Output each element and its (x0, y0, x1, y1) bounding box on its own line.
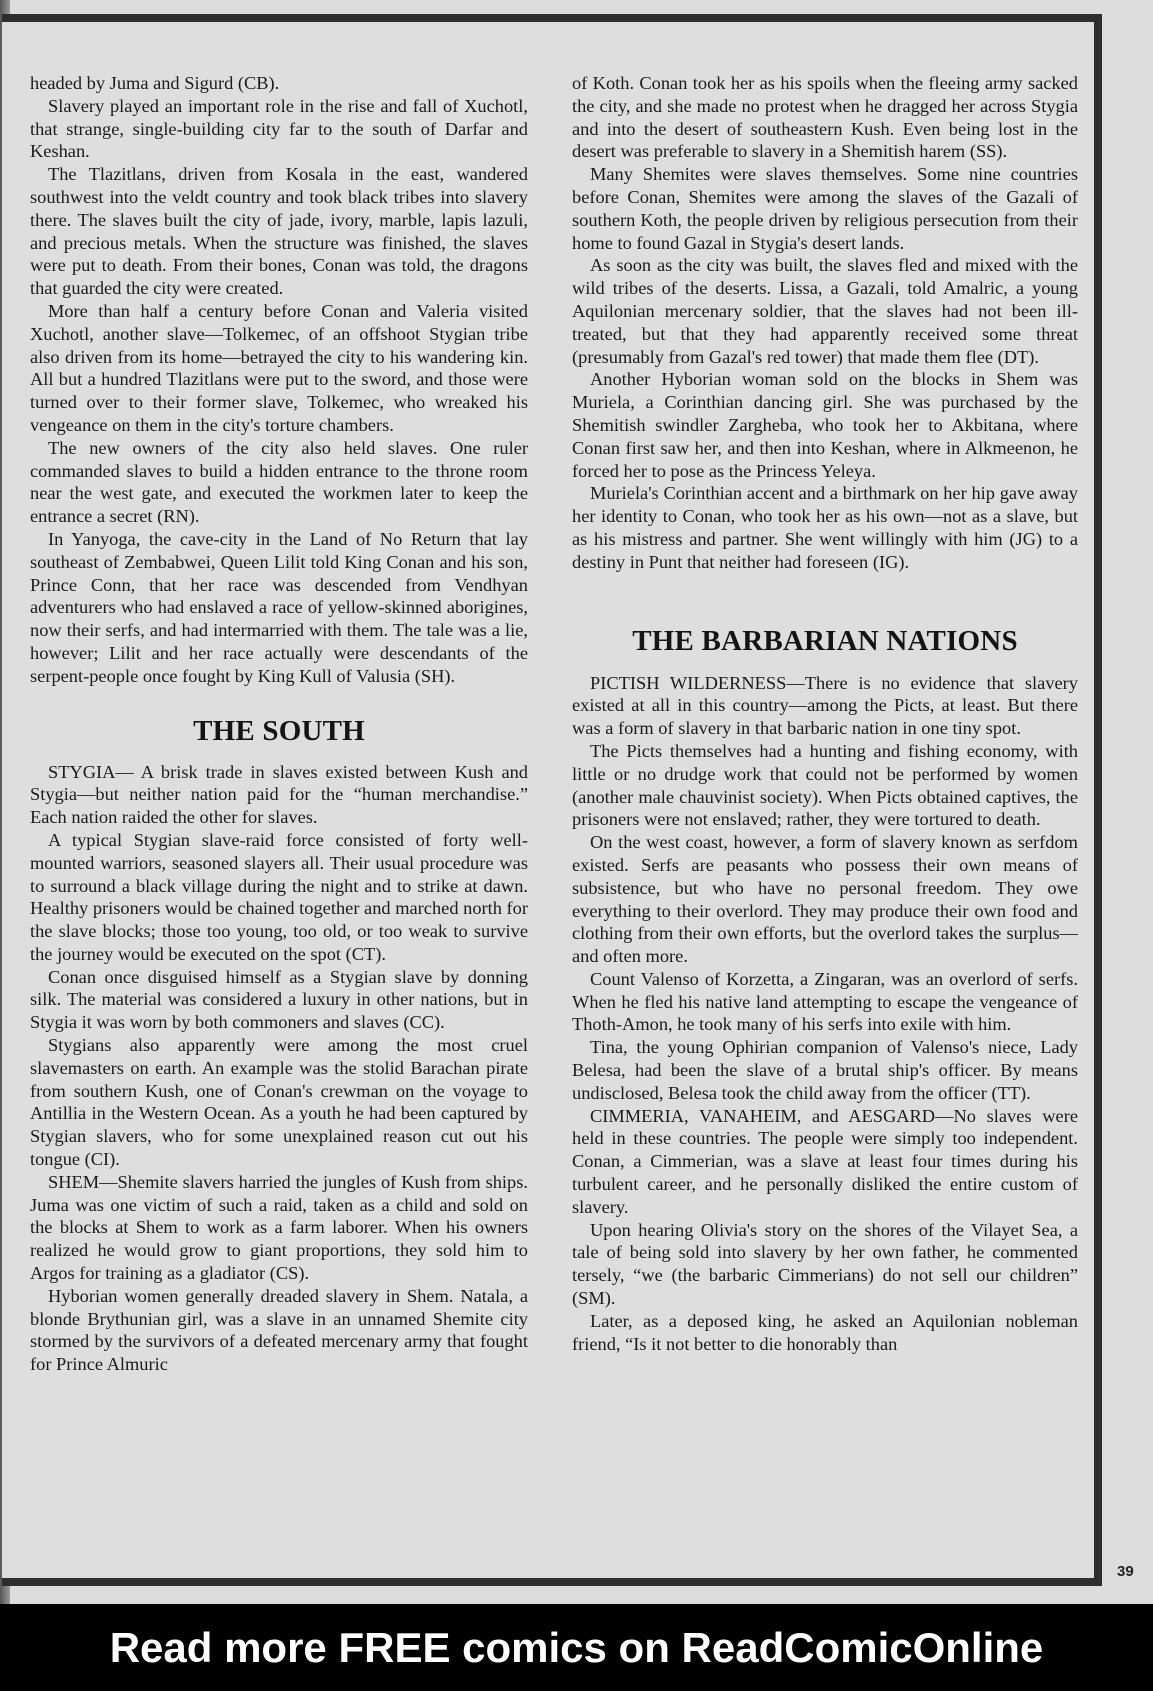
paragraph: As soon as the city was built, the slaves fled and mixed with the wild tribes of the deserts. Lissa, a Gazali, told Amalric, a young Aquilonian mercenary soldier, that the slaves had not been ill-treated, but that they had apparently received some threat (presumably from Gazal's red tower) that made them flee (DT). (572, 255, 1078, 367)
paragraph: Another Hyborian woman sold on the blocks in Shem was Muriela, a Corinthian dancing girl. She was purchased by the Shemitish swindler Zargheba, who took her to Akbitana, where Conan first saw her, and then into Keshan, where in Alkmeenon, he forced her to pose as the Princess Yeleya. (572, 369, 1078, 481)
paragraph: The Picts themselves had a hunting and fishing economy, with little or no drudge work that could not be performed by women (another male chauvinist society). When Picts obtained captives, the prisoners were not enslaved; rather, they were tortured to death. (572, 740, 1078, 830)
page-border-frame (2, 14, 1102, 1586)
paragraph: Count Valenso of Korzetta, a Zingaran, was an overlord of serfs. When he fled his native land attempting to escape the vengeance of Thoth-Amon, he took many of his serfs into exile with him. (572, 968, 1078, 1035)
section-heading-barbarian-nations: THE BARBARIAN NATIONS (632, 624, 1018, 657)
paragraph: Upon hearing Olivia's story on the shores of the Vilayet Sea, a tale of being sold into slavery by her own father, he commented tersely, “we (the barbaric Cimmerians) do not sell our children” (SM). (572, 1219, 1078, 1309)
paragraph: Conan once disguised himself as a Stygian slave by donning silk. The material was considered a luxury in other nations, but in Stygia it was worn by both commoners and slaves (CC). (30, 966, 528, 1033)
paragraph: The new owners of the city also held slaves. One ruler commanded slaves to build a hidden entrance to the throne room near the west gate, and executed the workmen later to keep the entrance a secret (RN). (30, 437, 528, 527)
paragraph: Many Shemites were slaves themselves. Some nine countries before Conan, Shemites were among the slaves of the Gazali of southern Koth, the people driven by religious persecution from their home to found Gazal in Stygia's desert lands. (572, 164, 1078, 253)
promo-banner[interactable]: Read more FREE comics on ReadComicOnline (109, 1623, 1044, 1671)
paragraph: Stygians also apparently were among the most cruel slavemasters on earth. An example was the stolid Barachan pirate from southern Kush, one of Conan's crewman on the voyage to Antillia in the Western Ocean. As a youth he had been captured by Stygian slavers, who for some unexplained reason cut out his tongue (CI). (30, 1035, 528, 1170)
paragraph: A typical Stygian slave-raid force consisted of forty well-mounted warriors, seasoned slayers all. Their usual procedure was to surround a black village during the night and to strike at dawn. Healthy prisoners would be chained together and marched north for the slave blocks; those too young, too old, or too weak to survive the journey would be executed on the spot (CT). (30, 829, 528, 964)
paragraph: More than half a century before Conan and Valeria visited Xuchotl, another slave—Tolkemec, of an offshoot Stygian tribe also driven from its home—betrayed the city to his wandering kin. All but a hundred Tlazitlans were put to the sword, and those were turned over to their former slave, Tolkemec, who wreaked his vengeance on them in the city's torture chambers. (30, 300, 528, 435)
paragraph: of Koth. Conan took her as his spoils when the fleeing army sacked the city, and she made no protest when he dragged her across Stygia and into the desert of southeastern Kush. Even being lost in the desert was preferable to slavery in a Shemitish harem (SS). (572, 73, 1078, 162)
page-number: 39 (1117, 1563, 1134, 1580)
paragraph: Hyborian women generally dreaded slavery in Shem. Natala, a blonde Brythunian girl, was a slave in an unnamed Shemite city stormed by the survivors of a defeated mercenary army that fought for Prince Almuric (30, 1285, 528, 1375)
section-heading-south: THE SOUTH (193, 714, 365, 747)
paragraph: STYGIA— A brisk trade in slaves existed between Kush and Stygia—but neither nation paid for the “human merchandise.” Each nation raided the other for slaves. (30, 761, 528, 828)
paragraph: Later, as a deposed king, he asked an Aquilonian nobleman friend, “Is it not better to die honorably than (572, 1310, 1078, 1354)
paragraph: SHEM—Shemite slavers harried the jungles of Kush from ships. Juma was one victim of such a raid, taken as a child and sold on the blocks at Shem to work as a farm laborer. When his owners realized he would grow to giant proportions, they sold him to Argos for training as a gladiator (CS). (30, 1171, 528, 1284)
paragraph: The Tlazitlans, driven from Kosala in the east, wandered southwest into the veldt country and took black tribes into slavery there. The slaves built the city of jade, ivory, marble, lapis lazuli, and precious metals. When the structure was finished, the slaves were put to death. From their bones, Conan was told, the dragons that guarded the city were created. (30, 164, 528, 299)
paragraph: Slavery played an important role in the rise and fall of Xuchotl, that strange, single-building city far to the south of Darfar and Keshan. (30, 95, 528, 162)
right-column (572, 72, 1078, 1355)
paragraph: PICTISH WILDERNESS—There is no evidence that slavery existed at all in this country—among the Picts, at least. But there was a form of slavery in that barbaric nation in one tiny spot. (572, 672, 1078, 739)
paragraph: Muriela's Corinthian accent and a birthmark on her hip gave away her identity to Conan, who took her as his own—not as a slave, but as his mistress and partner. She went willingly with him (JG) to a destiny in Punt that neither had foreseen (IG). (572, 483, 1078, 572)
paragraph: CIMMERIA, VANAHEIM, and AESGARD—No slaves were held in these countries. The people were simply too independent. Conan, a Cimmerian, was a slave at least four times during his turbulent career, and he personally disliked the entire custom of slavery. (572, 1105, 1078, 1217)
paragraph: On the west coast, however, a form of slavery known as serfdom existed. Serfs are peasants who possess their own means of subsistence, but who have no personal freedom. They owe everything to their overlord. They may produce their own food and clothing from their own efforts, but the overlord takes the surplus—and often more. (572, 832, 1078, 967)
paragraph: Tina, the young Ophirian companion of Valenso's niece, Lady Belesa, had been the slave of a brutal ship's officer. By means undisclosed, Belesa took the child away from the officer (TT). (572, 1037, 1078, 1103)
paragraph: headed by Juma and Sigurd (CB). (30, 73, 280, 93)
paragraph: In Yanyoga, the cave-city in the Land of No Return that lay southeast of Zembabwei, Queen Lilit told King Conan and his son, Prince Conn, that her race was descended from Vendhyan adventurers who had enslaved a race of yellow-skinned aborigines, now their serfs, and had intermarried with them. The tale was a lie, however; Lilit and her race actually were descendants of the serpent-people once fought by King Kull of Valusia (SH). (30, 528, 528, 686)
left-column (30, 72, 528, 1376)
